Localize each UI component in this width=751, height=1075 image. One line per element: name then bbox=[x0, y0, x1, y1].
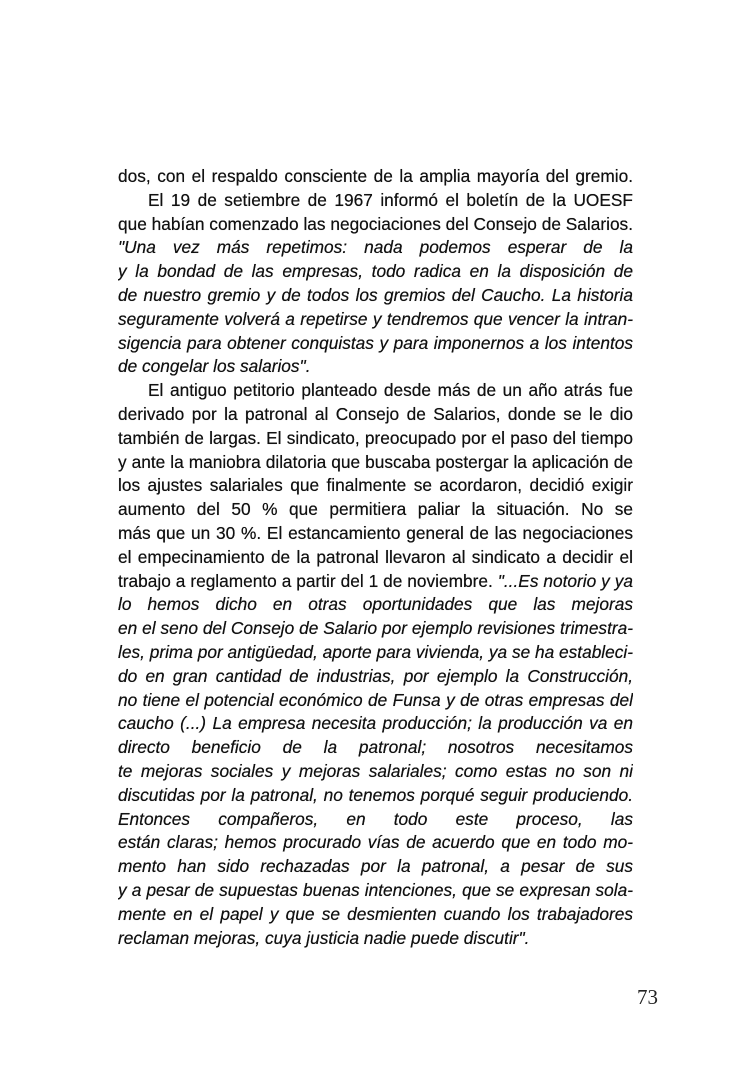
quoted-text: seguramente volverá a repetirse y tendremos que vencer la intran- bbox=[118, 308, 633, 329]
text-line bbox=[118, 284, 633, 308]
text-line bbox=[118, 498, 633, 522]
text-line bbox=[118, 165, 633, 189]
body-text-segment: El antiguo petitorio planteado desde más de un año atrás fue bbox=[148, 380, 633, 401]
body-text-segment: derivado por la patronal al Consejo de Salarios, donde se le dio bbox=[118, 403, 633, 424]
quoted-text: están claras; hemos procurado vías de acuerdo que en todo mo- bbox=[118, 832, 633, 853]
quoted-text: te mejoras sociales y mejoras salariales; como estas no son ni bbox=[118, 760, 633, 781]
text-line bbox=[118, 451, 633, 475]
body-text-segment: los ajustes salariales que finalmente se acordaron, decidió exigir bbox=[118, 475, 633, 496]
quoted-text: mento han sido rechazadas por la patronal, a pesar de sus bbox=[118, 856, 633, 877]
quoted-text: "...Es notorio y ya bbox=[497, 570, 633, 591]
quoted-text: sigencia para obtener conquistas y para imponernos a los intentos bbox=[118, 332, 633, 353]
body-text-segment: y ante la maniobra dilatoria que buscaba postergar la aplicación de bbox=[118, 451, 633, 472]
body-text-segment: que habían comenzado las negociaciones del Consejo de Salarios. bbox=[118, 213, 633, 234]
quoted-text: de nuestro gremio y de todos los gremios del Caucho. La historia bbox=[118, 284, 633, 305]
text-line bbox=[118, 570, 633, 594]
text-line bbox=[118, 332, 633, 356]
text-line bbox=[118, 308, 633, 332]
quoted-text: mente en el papel y que se desmienten cuando los trabajadores bbox=[118, 903, 633, 924]
text-line bbox=[118, 641, 633, 665]
text-line bbox=[118, 355, 633, 379]
text-line bbox=[118, 213, 633, 237]
text-line bbox=[118, 712, 633, 736]
text-line bbox=[118, 593, 633, 617]
text-line bbox=[118, 927, 633, 951]
text-line bbox=[118, 522, 633, 546]
text-line bbox=[118, 903, 633, 927]
text-line bbox=[118, 403, 633, 427]
text-line bbox=[118, 808, 633, 832]
text-line bbox=[118, 760, 633, 784]
body-text-segment: más que un 30 %. El estancamiento general de las negociaciones bbox=[118, 522, 633, 543]
quoted-text: lo hemos dicho en otras oportunidades que las mejoras bbox=[118, 594, 633, 615]
text-line bbox=[118, 689, 633, 713]
quoted-text: de congelar los salarios". bbox=[118, 356, 311, 377]
quoted-text: en el seno del Consejo de Salario por ejemplo revisiones trimestra- bbox=[118, 618, 633, 639]
text-line bbox=[118, 546, 633, 570]
page-number: 73 bbox=[637, 985, 658, 1009]
quoted-text: les, prima por antigüedad, aporte para vivienda, ya se ha estableci- bbox=[118, 641, 633, 662]
text-line bbox=[118, 379, 633, 403]
text-line bbox=[118, 474, 633, 498]
quoted-text: reclaman mejoras, cuya justicia nadie puede discutir". bbox=[118, 927, 530, 948]
text-line bbox=[118, 236, 633, 260]
quoted-text: discutidas por la patronal, no tenemos porqué seguir produciendo. bbox=[118, 784, 633, 805]
body-text-segment: trabajo a reglamento a partir del 1 de noviembre. bbox=[118, 570, 498, 591]
text-line bbox=[118, 784, 633, 808]
quoted-text: caucho (...) La empresa necesita producción; la producción va en bbox=[118, 713, 633, 734]
quoted-text: no tiene el potencial económico de Funsa y de otras empresas del bbox=[118, 689, 633, 710]
quoted-text: y la bondad de las empresas, todo radica en la disposición de bbox=[118, 261, 633, 282]
text-line bbox=[118, 189, 633, 213]
quoted-text: "Una vez más repetimos: nada podemos esperar de la bbox=[118, 237, 633, 258]
text-line bbox=[118, 855, 633, 879]
body-text bbox=[118, 165, 633, 950]
text-line bbox=[118, 736, 633, 760]
quoted-text: directo beneficio de la patronal; nosotros necesitamos bbox=[118, 737, 633, 758]
quoted-text: Entonces compañeros, en todo este proceso, las bbox=[118, 808, 633, 829]
body-text-segment: El 19 de setiembre de 1967 informó el boletín de la UOESF bbox=[148, 189, 633, 210]
text-line bbox=[118, 879, 633, 903]
text-line bbox=[118, 617, 633, 641]
quoted-text: y a pesar de supuestas buenas intenciones, que se expresan sola- bbox=[118, 879, 633, 900]
text-line bbox=[118, 427, 633, 451]
body-text-segment: también de largas. El sindicato, preocupado por el paso del tiempo bbox=[118, 427, 633, 448]
body-text-segment: aumento del 50 % que permitiera paliar la situación. No se bbox=[118, 499, 633, 520]
body-text-segment: dos, con el respaldo consciente de la amplia mayoría del gremio. bbox=[118, 166, 633, 186]
text-line bbox=[118, 831, 633, 855]
quoted-text: do en gran cantidad de industrias, por ejemplo la Construcción, bbox=[118, 665, 633, 686]
body-text-segment: el empecinamiento de la patronal llevaron al sindicato a decidir el bbox=[118, 546, 633, 567]
text-line bbox=[118, 260, 633, 284]
text-line bbox=[118, 665, 633, 689]
